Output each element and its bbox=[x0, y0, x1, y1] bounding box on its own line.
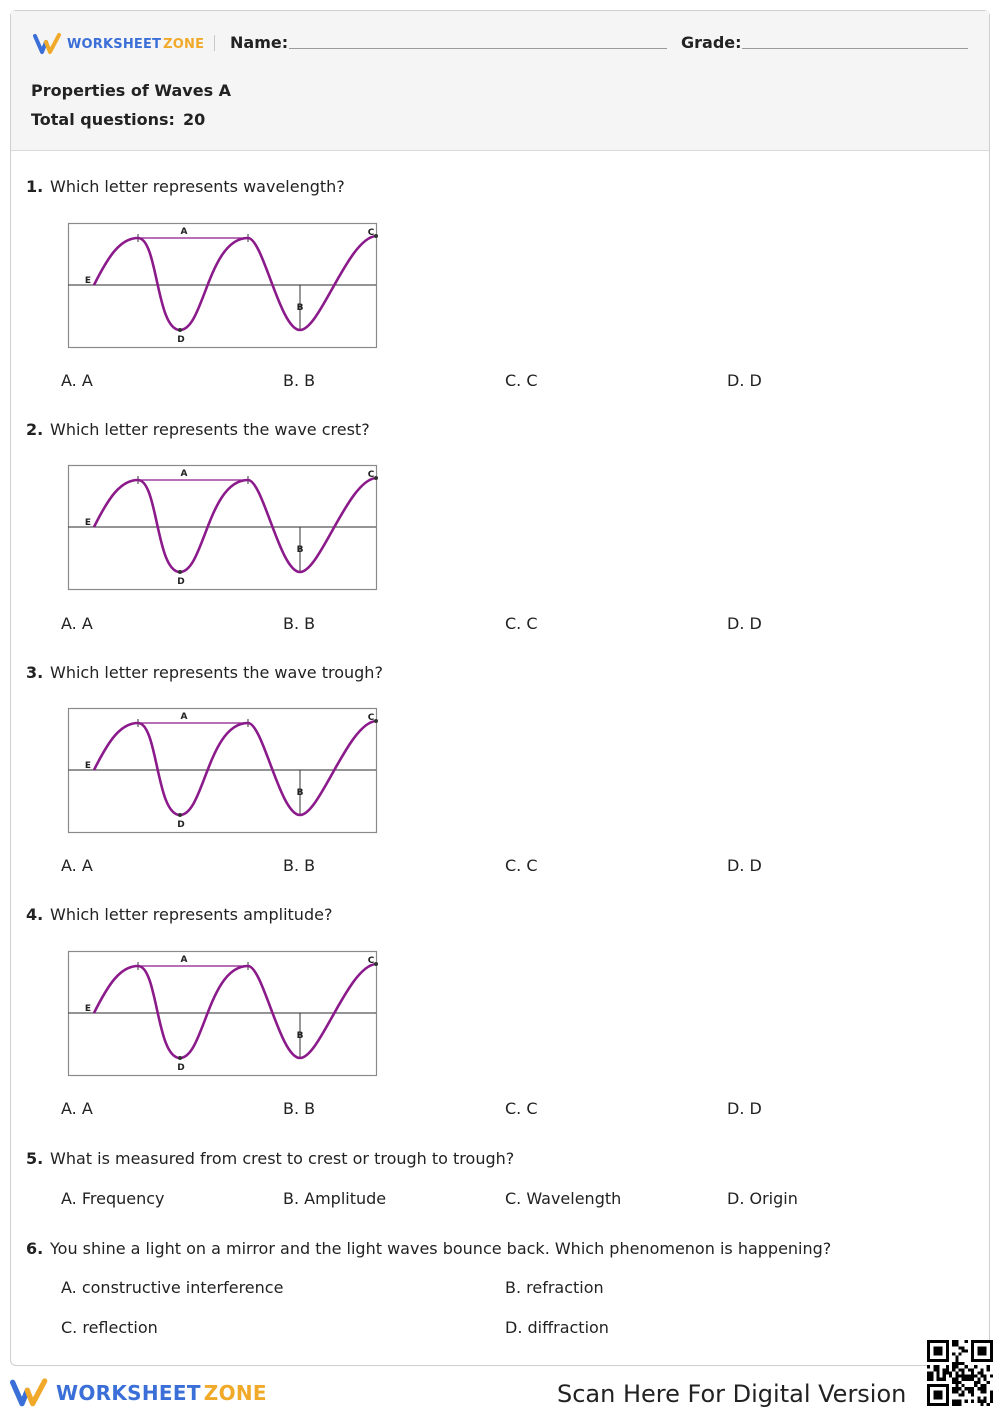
question-number: 4. bbox=[26, 905, 44, 924]
diagram-label-c: C bbox=[367, 470, 375, 480]
question-text: Which letter represents the wave crest? bbox=[50, 420, 370, 439]
brand-logo-text-1: WORKSHEET bbox=[67, 36, 162, 52]
diagram-label-b: B bbox=[296, 545, 304, 555]
option-a[interactable]: A. A bbox=[61, 856, 93, 875]
question-2 bbox=[26, 420, 370, 439]
diagram-label-b: B bbox=[296, 1031, 304, 1041]
question-5 bbox=[26, 1149, 514, 1168]
question-1 bbox=[26, 177, 345, 196]
trough-point bbox=[178, 570, 182, 574]
option-d[interactable]: D. diffraction bbox=[505, 1318, 609, 1337]
option-b[interactable]: B. B bbox=[283, 856, 316, 875]
question-number: 1. bbox=[26, 177, 44, 196]
total-questions bbox=[31, 110, 205, 129]
question-text: What is measured from crest to crest or trough to trough? bbox=[50, 1149, 515, 1168]
option-a[interactable]: A. A bbox=[61, 1099, 93, 1118]
diagram-label-c: C bbox=[367, 713, 375, 723]
diagram-label-e: E bbox=[84, 1004, 92, 1014]
question-text: Which letter represents the wave trough? bbox=[50, 663, 383, 682]
option-a[interactable]: A. Frequency bbox=[61, 1189, 165, 1208]
brand-logo-icon bbox=[33, 33, 63, 55]
option-d[interactable]: D. D bbox=[727, 614, 762, 633]
diagram-label-d: D bbox=[177, 577, 185, 587]
crest-point bbox=[374, 234, 378, 238]
question-6 bbox=[26, 1239, 831, 1258]
question-number: 2. bbox=[26, 420, 44, 439]
grade-field[interactable] bbox=[742, 48, 968, 49]
option-a[interactable]: A. constructive interference bbox=[61, 1278, 284, 1297]
option-b[interactable]: B. refraction bbox=[505, 1278, 604, 1297]
diagram-label-d: D bbox=[177, 1063, 185, 1073]
question-text: You shine a light on a mirror and the light waves bounce back. Which phenomenon is happening? bbox=[50, 1239, 832, 1258]
scan-text: Scan Here For Digital Version bbox=[557, 1380, 907, 1408]
option-d[interactable]: D. D bbox=[727, 371, 762, 390]
diagram-label-c: C bbox=[367, 956, 375, 966]
trough-point bbox=[178, 328, 182, 332]
option-b[interactable]: B. B bbox=[283, 1099, 316, 1118]
diagram-label-a: A bbox=[180, 227, 188, 237]
question-text: Which letter represents amplitude? bbox=[50, 905, 333, 924]
diagram-label-d: D bbox=[177, 335, 185, 345]
footer-logo bbox=[10, 1378, 267, 1408]
option-c[interactable]: C. Wavelength bbox=[505, 1189, 622, 1208]
diagram-label-a: A bbox=[180, 469, 188, 479]
option-d[interactable]: D. D bbox=[727, 1099, 762, 1118]
option-b[interactable]: B. Amplitude bbox=[283, 1189, 387, 1208]
crest-point bbox=[374, 476, 378, 480]
question-number: 6. bbox=[26, 1239, 44, 1258]
crest-point bbox=[374, 962, 378, 966]
footer-logo-text-1: WORKSHEET bbox=[56, 1381, 201, 1405]
option-c[interactable]: C. C bbox=[505, 1099, 538, 1118]
question-3 bbox=[26, 663, 383, 682]
trough-point bbox=[178, 1056, 182, 1060]
qr-code-icon[interactable] bbox=[927, 1340, 993, 1406]
wave-diagram bbox=[58, 222, 375, 350]
option-a[interactable]: A. A bbox=[61, 614, 93, 633]
brand-logo-text-2: ZONE bbox=[163, 36, 205, 52]
grade-label: Grade: bbox=[681, 33, 742, 52]
crest-point bbox=[374, 719, 378, 723]
option-c[interactable]: C. reflection bbox=[61, 1318, 158, 1337]
worksheet-header bbox=[11, 11, 989, 151]
question-text: Which letter represents wavelength? bbox=[50, 177, 345, 196]
wave-diagram bbox=[58, 464, 375, 592]
diagram-label-a: A bbox=[180, 955, 188, 965]
diagram-label-d: D bbox=[177, 820, 185, 830]
diagram-label-e: E bbox=[84, 276, 92, 286]
wave-diagram bbox=[58, 707, 375, 835]
option-c[interactable]: C. C bbox=[505, 614, 538, 633]
question-number: 5. bbox=[26, 1149, 44, 1168]
question-4 bbox=[26, 905, 332, 924]
option-d[interactable]: D. Origin bbox=[727, 1189, 798, 1208]
option-c[interactable]: C. C bbox=[505, 856, 538, 875]
name-field[interactable] bbox=[289, 48, 667, 49]
diagram-label-b: B bbox=[296, 303, 304, 313]
diagram-label-e: E bbox=[84, 761, 92, 771]
wave-diagram bbox=[58, 950, 375, 1078]
footer-logo-text-2: ZONE bbox=[203, 1381, 267, 1405]
option-d[interactable]: D. D bbox=[727, 856, 762, 875]
footer-logo-icon bbox=[10, 1378, 50, 1408]
option-a[interactable]: A. A bbox=[61, 371, 93, 390]
option-b[interactable]: B. B bbox=[283, 371, 316, 390]
total-questions-value: 20 bbox=[182, 110, 206, 129]
brand-logo bbox=[33, 33, 204, 55]
option-b[interactable]: B. B bbox=[283, 614, 316, 633]
total-questions-label: Total questions: bbox=[31, 110, 175, 129]
header-separator bbox=[214, 35, 215, 51]
diagram-label-e: E bbox=[84, 518, 92, 528]
diagram-label-c: C bbox=[367, 228, 375, 238]
option-c[interactable]: C. C bbox=[505, 371, 538, 390]
name-label: Name: bbox=[230, 33, 289, 52]
diagram-label-b: B bbox=[296, 788, 304, 798]
trough-point bbox=[178, 813, 182, 817]
diagram-label-a: A bbox=[180, 712, 188, 722]
question-number: 3. bbox=[26, 663, 44, 682]
worksheet-title: Properties of Waves A bbox=[31, 81, 232, 100]
